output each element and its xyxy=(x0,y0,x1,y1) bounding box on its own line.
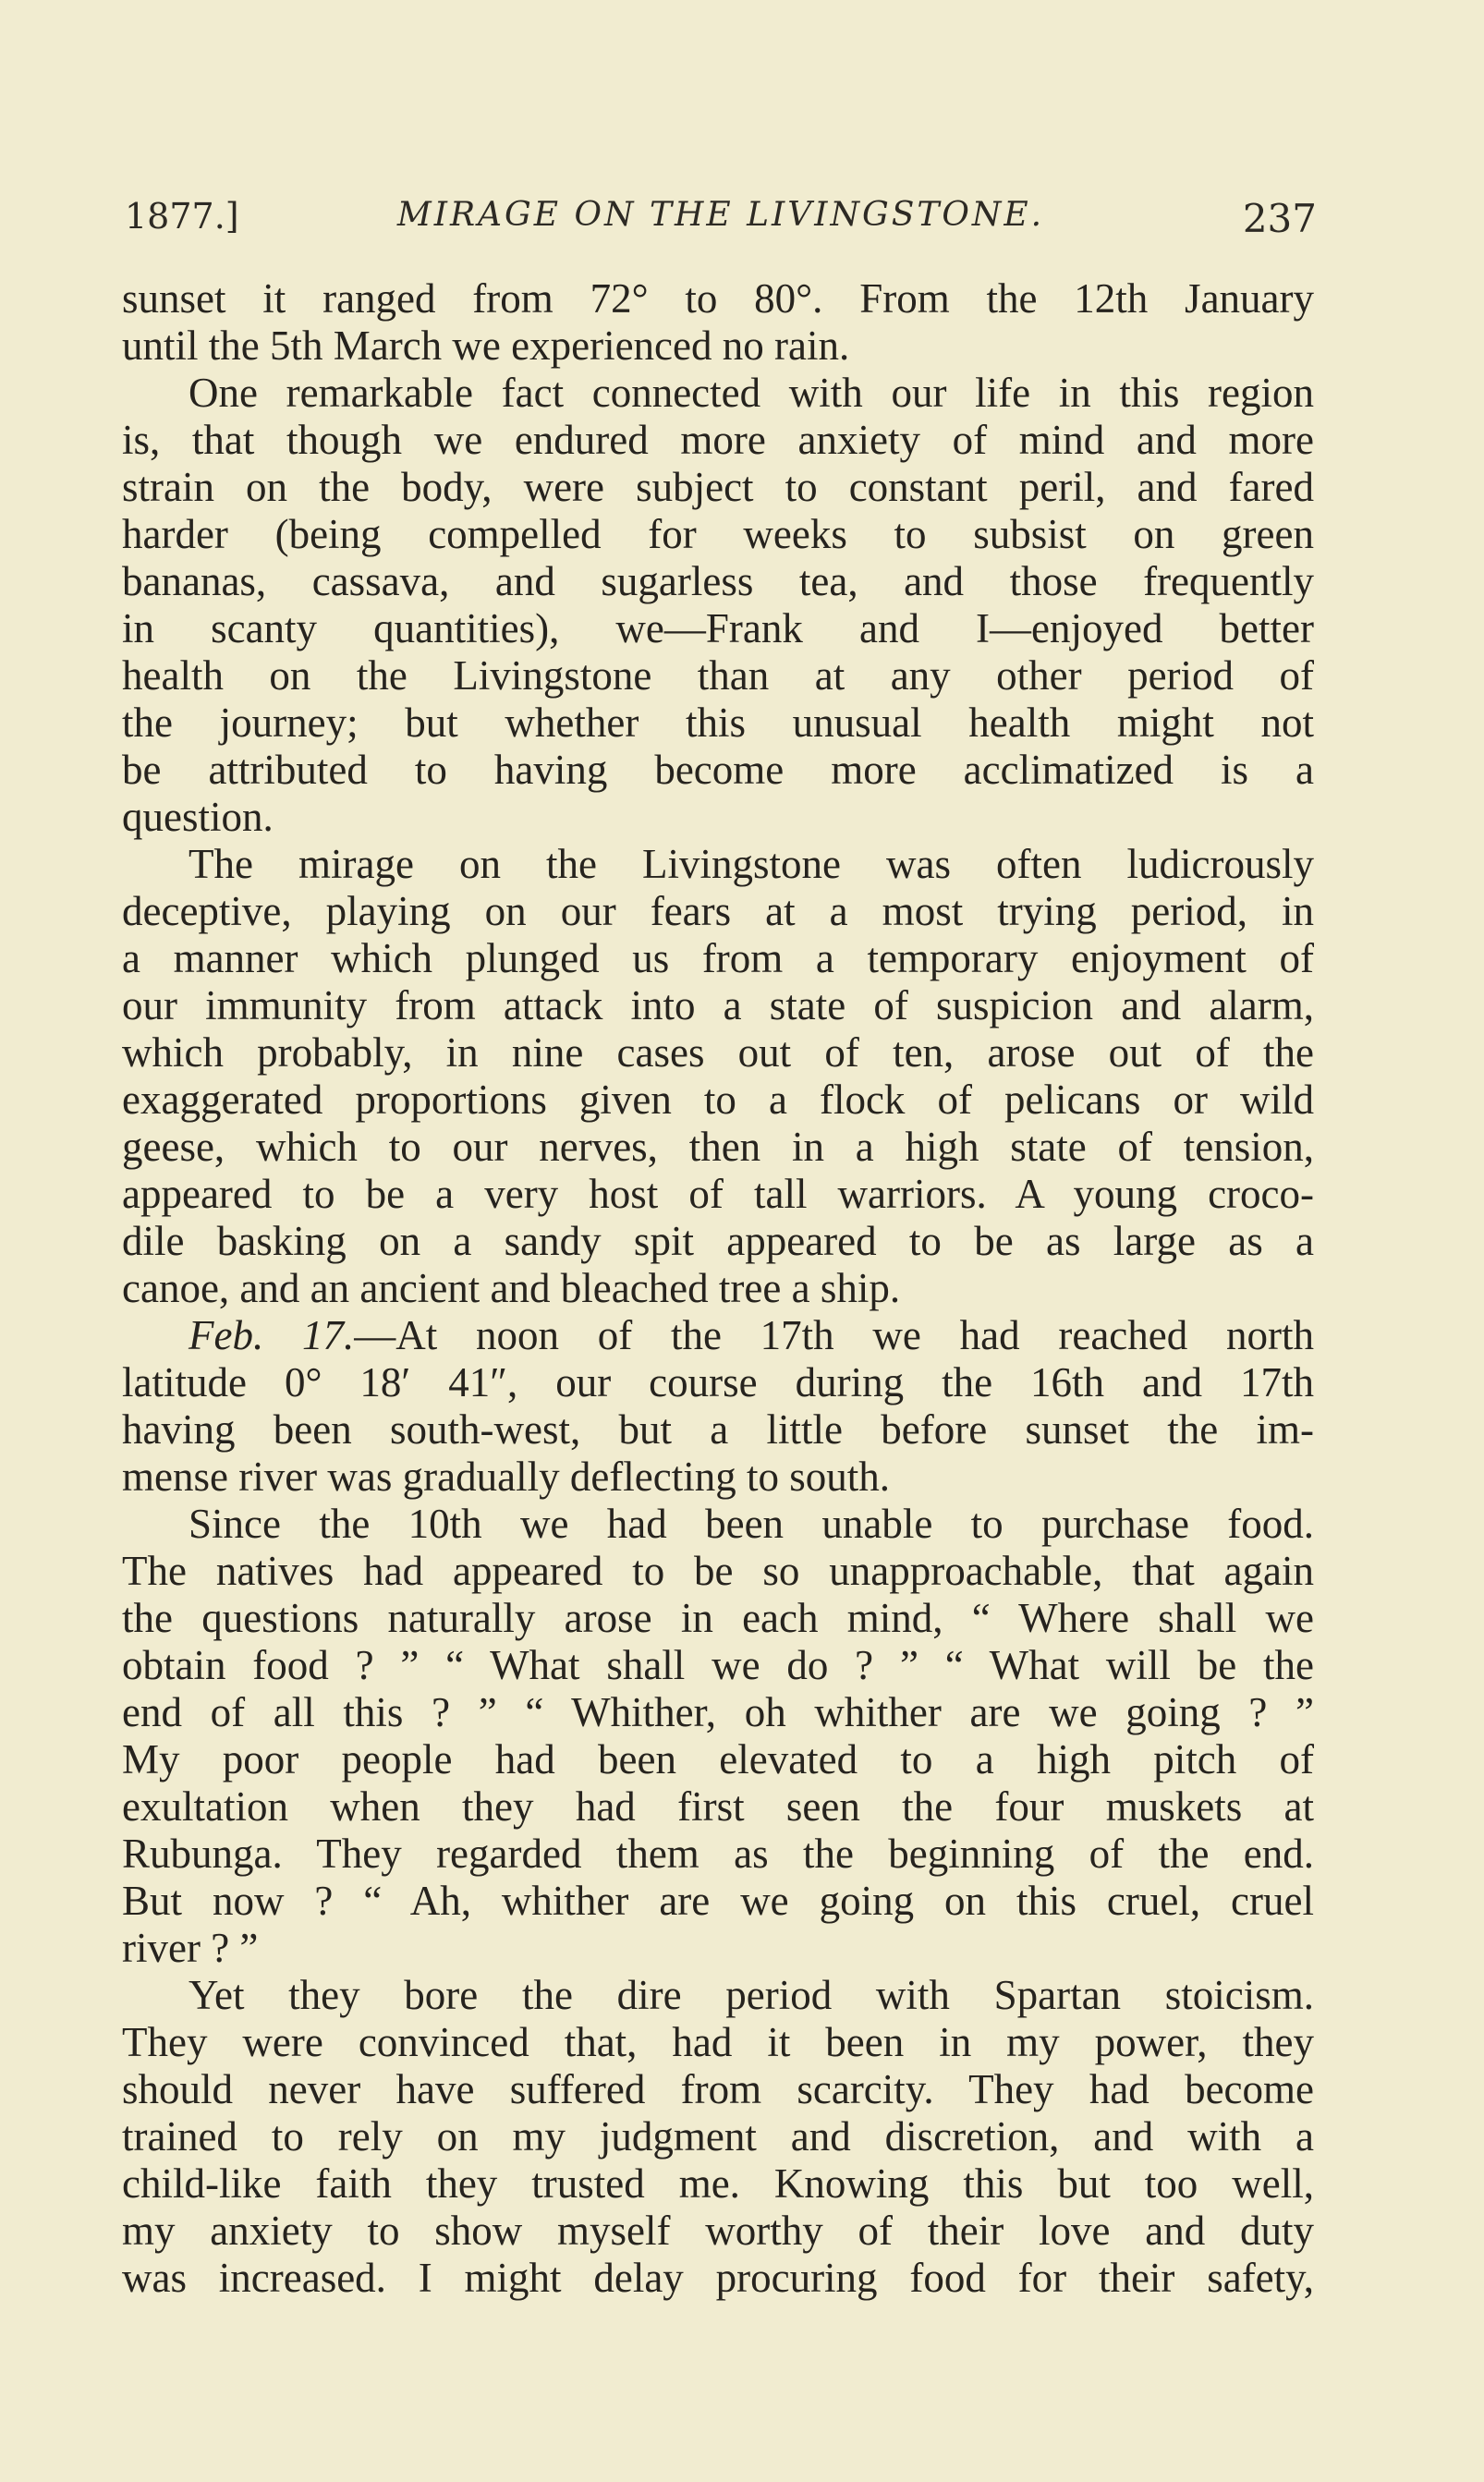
date-heading: Feb. 17. xyxy=(189,1312,355,1358)
page-number: 237 xyxy=(1242,196,1317,241)
text-line: health on the Livingstone than at any other period of xyxy=(122,652,1314,699)
text-line: trained to rely on my judgment and discretion, and with a xyxy=(122,2113,1314,2160)
text-line: My poor people had been elevated to a high pitch of xyxy=(122,1736,1314,1782)
text-line: my anxiety to show myself worthy of their love and duty xyxy=(122,2208,1314,2254)
text-line: having been south-west, but a little before sunset the im- xyxy=(122,1406,1314,1453)
text-line: the journey; but whether this unusual health might not xyxy=(122,700,1314,746)
text-line: river ? ” xyxy=(122,1925,259,1971)
text-line: in scanty quantities), we—Frank and I—enjoyed better xyxy=(122,605,1314,651)
text-line: should never have suffered from scarcity. They had become xyxy=(122,2066,1314,2112)
text-line: dile basking on a sandy spit appeared to be as large as a xyxy=(122,1218,1314,1264)
text-line: be attributed to having become more acclimatized is a xyxy=(122,747,1314,793)
date-line xyxy=(122,1312,1314,1359)
text-line: latitude 0° 18′ 41″, our course during the 16th and 17th xyxy=(122,1359,1314,1405)
text-line: harder (being compelled for weeks to subsist on green xyxy=(122,511,1314,557)
text-line: a manner which plunged us from a temporary enjoyment of xyxy=(122,935,1314,981)
text-line: Rubunga. They regarded them as the beginning of the end. xyxy=(122,1831,1314,1877)
text-line: The natives had appeared to be so unapproachable, that again xyxy=(122,1548,1314,1594)
text-line: bananas, cassava, and sugarless tea, and those frequently xyxy=(122,558,1314,604)
text-line: mense river was gradually deflecting to south. xyxy=(122,1454,891,1500)
text-line: exultation when they had first seen the four muskets at xyxy=(122,1783,1314,1830)
text-line: our immunity from attack into a state of suspicion and alarm, xyxy=(122,982,1314,1028)
text-line: canoe, and an ancient and bleached tree a ship. xyxy=(122,1265,901,1311)
text-line: Since the 10th we had been unable to purchase food. xyxy=(189,1501,1314,1547)
text-line: was increased. I might delay procuring food for their safety, xyxy=(122,2255,1314,2301)
text-line: strain on the body, were subject to constant peril, and fared xyxy=(122,464,1314,510)
text-line: until the 5th March we experienced no rain. xyxy=(122,322,850,369)
text-line: —At noon of the 17th we had reached north xyxy=(354,1312,1314,1358)
text-line: sunset it ranged from 72° to 80°. From the 12th January xyxy=(122,275,1314,322)
text-line: deceptive, playing on our fears at a most trying period, in xyxy=(122,888,1314,934)
text-line: end of all this ? ” “ Whither, oh whither are we going ? ” xyxy=(122,1689,1314,1735)
running-head-title: MIRAGE ON THE LIVINGSTONE. xyxy=(396,196,1045,234)
text-line: the questions naturally arose in each mind, “ Where shall we xyxy=(122,1595,1314,1641)
text-line: One remarkable fact connected with our life in this region xyxy=(189,370,1314,416)
text-line: Yet they bore the dire period with Spartan stoicism. xyxy=(189,1972,1314,2018)
text-line: obtain food ? ” “ What shall we do ? ” “ What will be the xyxy=(122,1642,1314,1688)
text-line: child-like faith they trusted me. Knowing this but too well, xyxy=(122,2160,1314,2207)
text-line: which probably, in nine cases out of ten, arose out of the xyxy=(122,1029,1314,1076)
body-text xyxy=(122,275,1314,2302)
text-line: question. xyxy=(122,794,274,840)
text-line: is, that though we endured more anxiety of mind and more xyxy=(122,417,1314,463)
text-line: geese, which to our nerves, then in a high state of tension, xyxy=(122,1124,1314,1170)
text-line: appeared to be a very host of tall warriors. A young croco- xyxy=(122,1171,1314,1217)
running-head-year: 1877.] xyxy=(125,196,239,237)
text-line: But now ? “ Ah, whither are we going on this cruel, cruel xyxy=(122,1878,1314,1924)
text-line: They were convinced that, had it been in my power, they xyxy=(122,2019,1314,2065)
text-line: The mirage on the Livingstone was often ludicrously xyxy=(189,841,1314,887)
text-line: exaggerated proportions given to a flock of pelicans or wild xyxy=(122,1077,1314,1123)
running-head xyxy=(125,196,1317,242)
